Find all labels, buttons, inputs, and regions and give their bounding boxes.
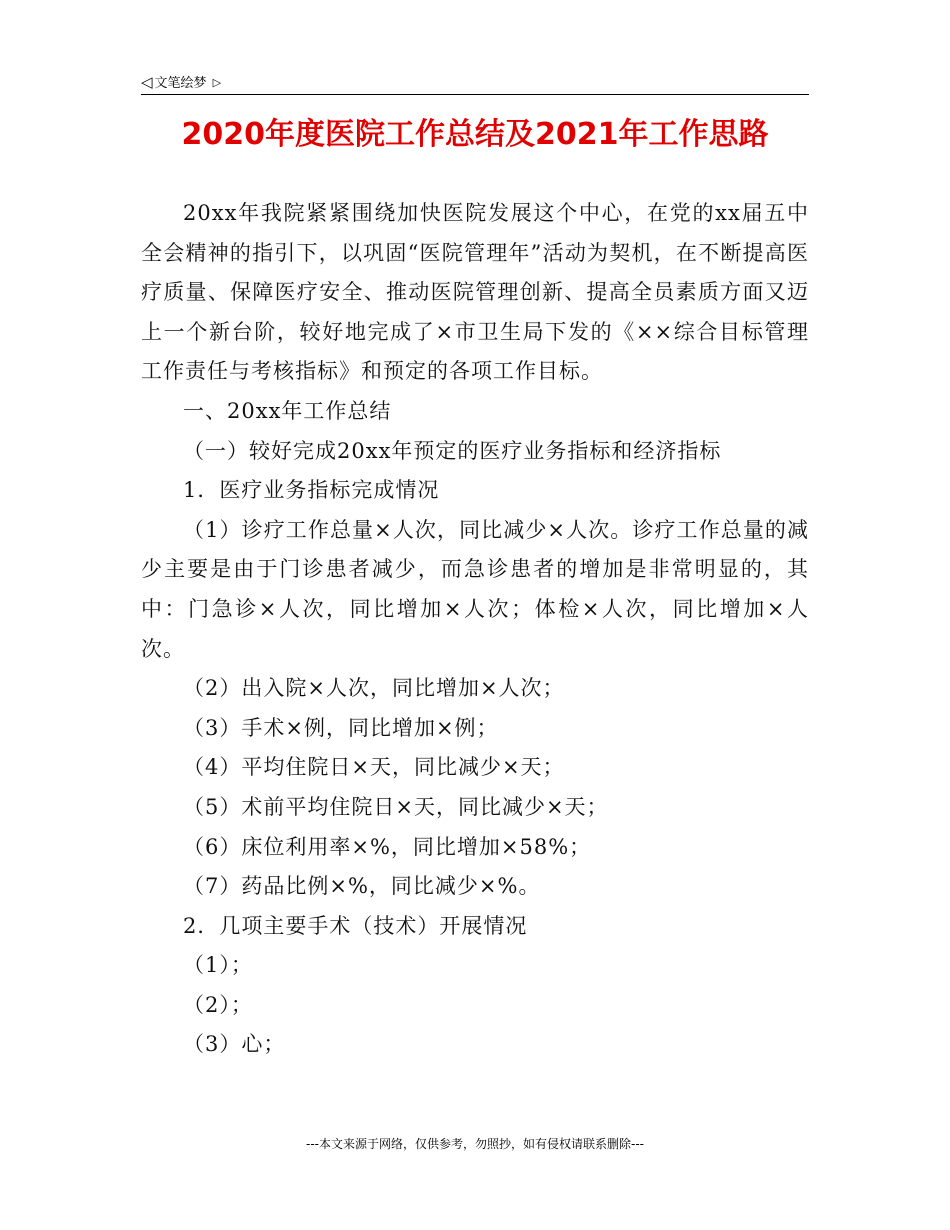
list-item: （2）出入院×人次，同比增加×人次； <box>183 676 565 701</box>
list-item: （2）； <box>183 992 253 1017</box>
page-footer-disclaimer: ---本文来源于网络，仅供参考，勿照抄，如有侵权请联系删除--- <box>306 1137 644 1151</box>
list-item: （7）药品比例×%，同比减少×%。 <box>183 874 541 899</box>
item-heading-2: 2．几项主要手术（技术）开展情况 <box>183 913 528 938</box>
list-item: （4）平均住院日×天，同比减少×天； <box>183 755 565 780</box>
paragraph-intro: 20xx年我院紧紧围绕加快医院发展这个中心，在党的xx届五中全会精神的指引下，以巩固“医院管理年”活动为契机，在不断提高医疗质量、保障医疗安全、推动医院管理创新、提高全员素质方面又迈上一个新台阶，较好地完成了×市卫生局下发的《××综合目标管理工作责任与考核指标》和预定的各项工作目标。 <box>141 201 809 384</box>
list-item: （3）手术×例，同比增加×例； <box>183 715 499 740</box>
subsection-heading-1: （一）较好完成20xx年预定的医疗业务指标和经济指标 <box>183 438 722 463</box>
document-title: 2020年度医院工作总结及2021年工作思路 <box>181 117 769 152</box>
section-heading-1: 一、20xx年工作总结 <box>183 398 392 423</box>
document-body <box>141 194 809 1065</box>
page-header <box>141 72 809 95</box>
list-item: （6）床位利用率×%，同比增加×58%； <box>183 834 592 859</box>
right-triangle-icon: ▷ <box>212 76 222 89</box>
list-item: （5）术前平均住院日×天，同比减少×天； <box>183 794 609 819</box>
item-heading-1: 1．医疗业务指标完成情况 <box>183 478 440 503</box>
header-brand: 文笔绘梦 <box>154 76 207 91</box>
left-triangle-icon: ◁ <box>141 73 153 91</box>
list-item: （1）； <box>183 953 253 978</box>
list-item: （3）心； <box>183 1032 286 1057</box>
list-item: （1）诊疗工作总量×人次，同比减少×人次。诊疗工作总量的减少主要是由于门诊患者减少，而急诊患者的增加是非常明显的，其中：门急诊×人次，同比增加×人次；体检×人次，同比增加×人次。 <box>141 517 809 661</box>
